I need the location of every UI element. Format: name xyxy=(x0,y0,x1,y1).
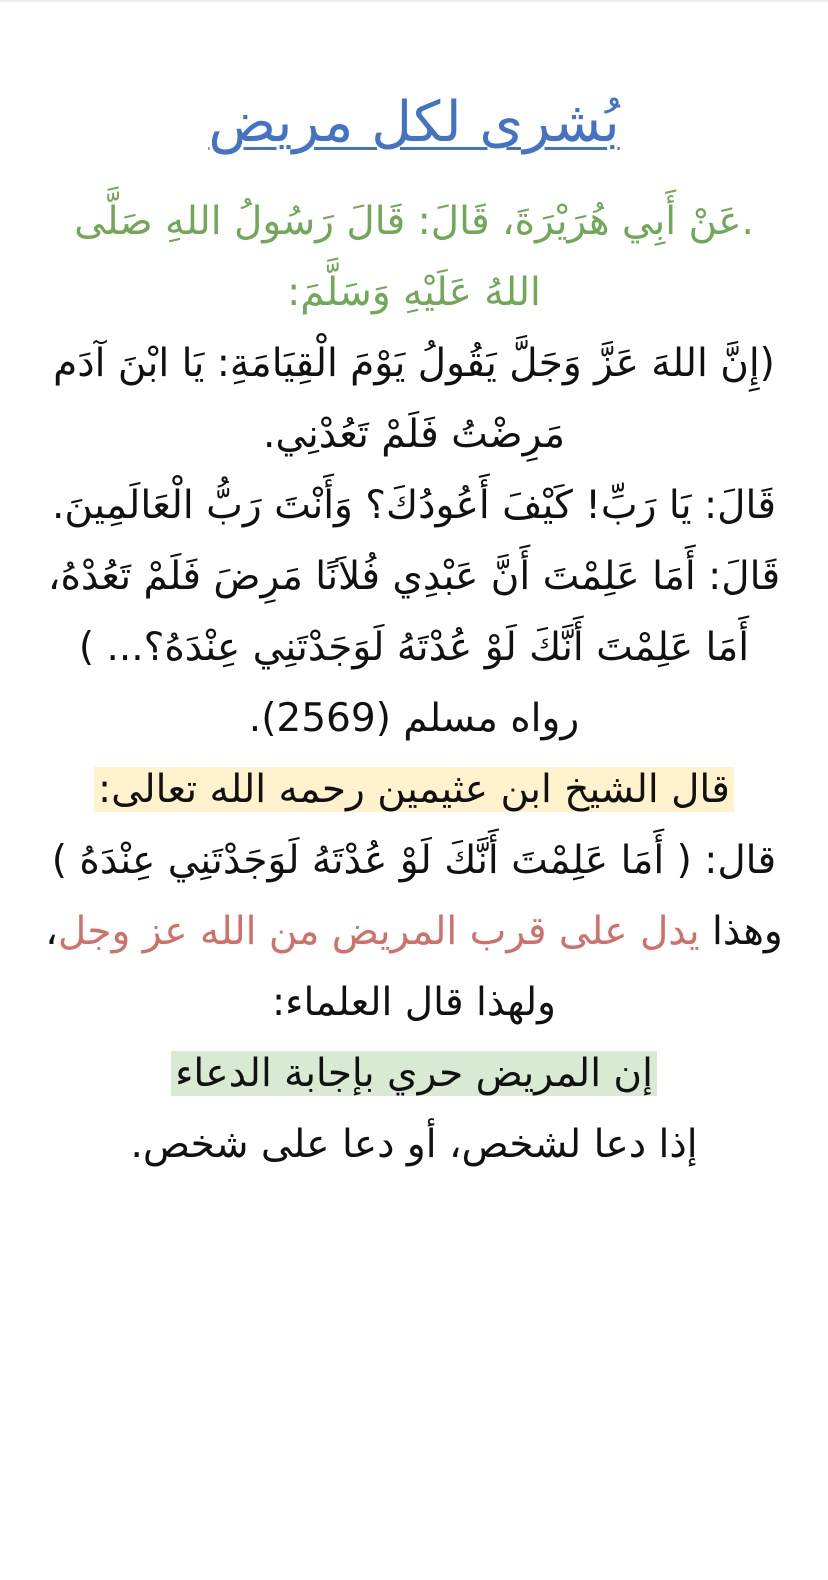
explanation-paragraph xyxy=(40,896,788,1038)
hadith-line-1: (إِنَّ اللهَ عَزَّ وَجَلَّ يَقُولُ يَوْمَ الْقِيَامَةِ: يَا ابْنَ آدَم مَرِضْتُ فَلَمْ تَعُدْنِي. xyxy=(53,341,775,457)
explanation-end: ، ولهذا قال العلماء: xyxy=(45,909,556,1025)
conclusion-highlight: إن المريض حري بإجابة الدعاء xyxy=(171,1051,657,1096)
hadith-line-2: قَالَ: يَا رَبِّ! كَيْفَ أَعُودُكَ؟ وَأَنْتَ رَبُّ الْعَالَمِينَ. xyxy=(52,483,776,528)
explanation-start: وهذا xyxy=(699,909,783,954)
conclusion-paragraph xyxy=(40,1038,788,1109)
hadith-source: رواه مسلم (2569). xyxy=(248,696,580,741)
explanation-highlight: يدل على قرب المريض من الله عز وجل xyxy=(57,909,700,954)
top-divider xyxy=(0,0,828,2)
document-body xyxy=(40,78,788,1180)
page-title: بُشرى لكل مريض xyxy=(208,90,620,155)
hadith-narrator: .عَنْ أَبِي هُرَيْرَةَ، قَالَ: قَالَ رَسُولُ اللهِ صَلَّى اللهُ عَلَيْهِ وَسَلَّمَ: xyxy=(74,199,754,315)
hadith-line-3: قَالَ: أَمَا عَلِمْتَ أَنَّ عَبْدِي فُلاَنًا مَرِضَ فَلَمْ تَعُدْهُ، أَمَا عَلِمْتَ أَنَّكَ لَوْ عُدْتَهُ لَوَجَدْتَنِي عِنْدَهُ؟... ) xyxy=(47,554,781,670)
conclusion-end: إذا دعا لشخص، أو دعا على شخص. xyxy=(130,1122,698,1167)
scholar-intro-paragraph xyxy=(40,754,788,825)
scholar-intro: قال الشيخ ابن عثيمين رحمه الله تعالى: xyxy=(94,767,734,812)
scholar-quote: قال: ( أَمَا عَلِمْتَ أَنَّكَ لَوْ عُدْتَهُ لَوَجَدْتَنِي عِنْدَهُ ) xyxy=(51,838,777,883)
